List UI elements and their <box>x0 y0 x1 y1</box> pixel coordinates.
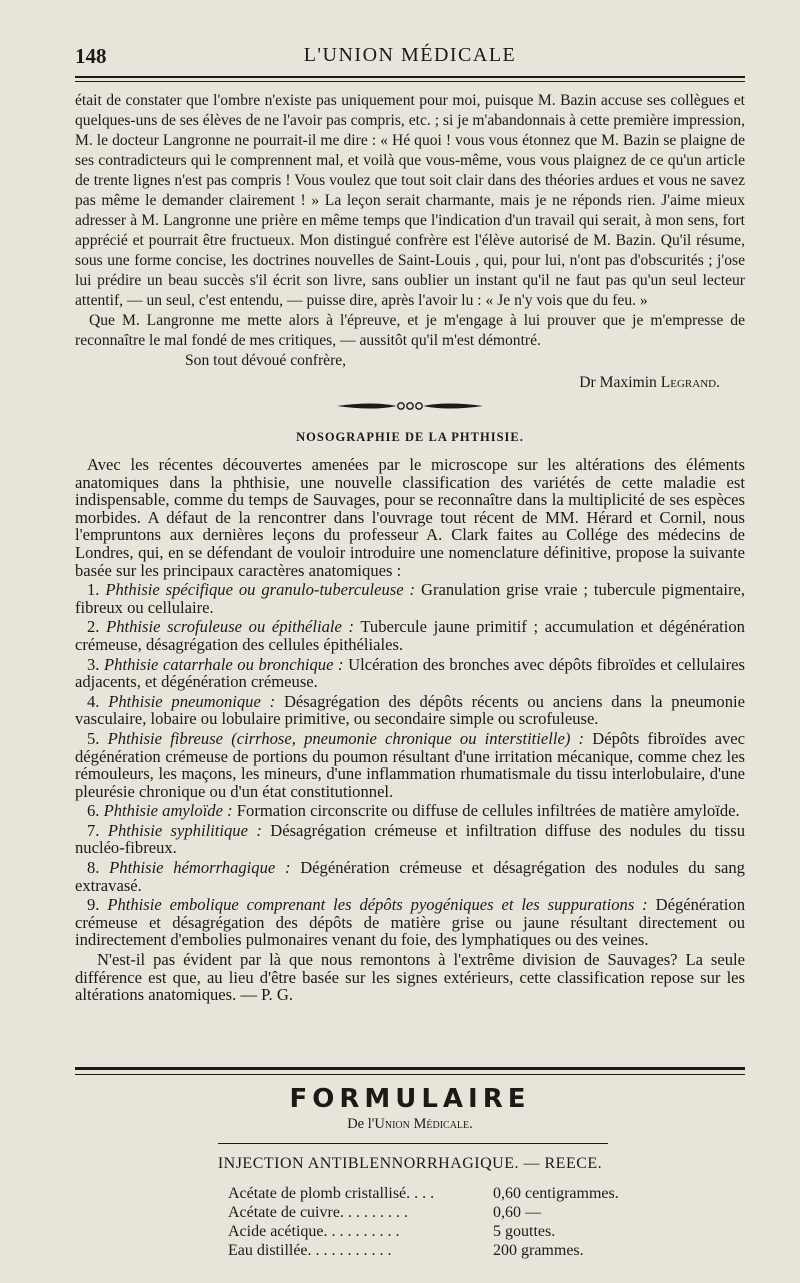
subtitle-name: Union Médicale. <box>374 1116 473 1132</box>
ingredient-name: Acétate de cuivre. . . . . . . . . <box>228 1204 408 1221</box>
formulaire-title: FORMULAIRE <box>289 1084 531 1114</box>
section-ornament <box>75 399 745 421</box>
formulaire-subtitle <box>0 1116 800 1133</box>
item-term: Phthisie embolique comprenant les dépôts pyogéniques et les suppurations : <box>107 895 648 915</box>
item-number: 9. <box>87 895 100 915</box>
letter-paragraph: était de constater que l'ombre n'existe pas uniquement pour moi, puisque M. Bazin accuse ses collègues et quelques-uns de ses élèves de ne l'avoir pas compris, etc. ; si je m'abandonnais à cette première impression, M. le docteur Langronne ne pourrait-il me dire : « Hé quoi ! vous vous étonnez que M. Bazin se plaigne de ses contradicteurs qui le comprennent mal, et voilà que vous-même, vous vous plaignez de ce qu'un article de trente lignes n'est pas compris ! Vous voulez que tout soit clair dans des théories ardues et vous ne savez pas même le demander clairement ! » La leçon serait charmante, mais je ne réponds rien. J'aime mieux adresser à M. Langronne une prière en même temps que l'indication d'un travail qui serait, à mon sens, fort apprécié et pourrait être fructueux. Mon distingué confrère est l'élève autorisé de M. Bazin. Qu'il résume, sous une forme concise, les doctrines nouvelles de Saint-Louis , qui, pour lui, n'ont pas d'obscurités ; j'ose lui prédire un beau succès s'il écrit son livre, sans oublier un instant qu'il ne faut pas qu'un seul lecteur attentif, — un seul, c'est entendu, — puisse dire, après l'avoir lu : « Je n'y vois que du feu. » <box>75 92 745 309</box>
item-term: Phthisie hémorrhagique : <box>109 858 291 878</box>
item-description: Ulcération des bronches avec dépôts fibroïdes et cellulaires adjacents, et dégénération crémeuse. <box>75 654 745 692</box>
signature-prefix: Dr Maximin <box>579 374 661 391</box>
item-number: 6. <box>87 801 100 821</box>
classification-item <box>75 896 745 949</box>
item-term: Phthisie spécifique ou granulo-tuberculeuse : <box>105 580 416 600</box>
ingredient-quantity: 5 gouttes. <box>493 1223 556 1240</box>
ingredient-quantity: 200 grammes. <box>493 1242 584 1259</box>
item-term: Phthisie syphilitique : <box>107 820 262 840</box>
nosographie-section <box>75 430 745 1004</box>
item-number: 2. <box>87 617 100 637</box>
ingredient-row <box>228 1222 668 1241</box>
classification-item <box>75 618 745 653</box>
classification-item <box>75 656 745 691</box>
classification-item <box>75 693 745 728</box>
classification-item <box>75 581 745 616</box>
item-description: Dégénération crémeuse et désagrégation des dépôts de matière grise ou jaune résultant directement ou indirectement d'embolies pulmonaires venant du foie, des lymphatiques ou des veines. <box>75 895 745 950</box>
item-description: Formation circonscrite ou diffuse de cellules infiltrées de matière amyloïde. <box>236 801 740 821</box>
letter-paragraph: Que M. Langronne me mette alors à l'épreuve, et je m'engage à lui prouver que je m'empresse de reconnaître le mal fondé de mes critiques, — aussitôt qu'il m'est démontré. <box>75 312 745 349</box>
item-description: Granulation grise vraie ; tubercule pigmentaire, fibreux ou cellulaire. <box>75 580 745 617</box>
item-term: Phthisie scrofuleuse ou épithéliale : <box>106 617 355 637</box>
ingredient-row <box>228 1184 668 1203</box>
classification-item <box>75 730 745 800</box>
ingredient-list <box>228 1184 668 1260</box>
item-number: 1. <box>87 580 100 600</box>
ingredient-row <box>228 1203 668 1222</box>
ingredient-quantity: 0,60 centigrammes. <box>493 1185 619 1202</box>
ingredient-quantity: 0,60 — <box>493 1204 541 1221</box>
item-description: Désagrégation des dépôts récents ou anciens dans la pneumonie vasculaire, lobaire ou lobulaire primitive, ou secondaire simple ou scrofuleuse. <box>75 691 745 729</box>
item-term: Phthisie fibreuse (cirrhose, pneumonie chronique ou interstitielle) : <box>107 728 585 748</box>
item-description: Dépôts fibroïdes avec dégénération crémeuse de portions du poumon résultant d'une irritation mécanique, comme chez les rémouleurs, les maçons, les mineurs, d'une inflammation rhumatismale du tissu interlobulaire, d'une pleurésie chronique ou d'un état constitutionnel. <box>75 728 746 801</box>
item-description: Tubercule jaune primitif ; accumulation et dégénération crémeuse, désagrégation des cellules épithéliales. <box>75 617 745 654</box>
item-term: Phthisie pneumonique : <box>108 691 276 711</box>
running-head <box>75 44 745 74</box>
item-number: 7. <box>87 820 100 840</box>
article-body <box>75 91 745 1004</box>
recipe-title: INJECTION ANTIBLENNORRHAGIQUE. — REECE. <box>217 1155 603 1172</box>
item-number: 4. <box>87 691 100 711</box>
classification-list <box>75 581 745 949</box>
header-rule <box>75 76 745 78</box>
item-description: Dégénération crémeuse et désagrégation des nodules du sang extravasé. <box>75 858 745 895</box>
item-number: 8. <box>87 858 100 878</box>
classification-item <box>75 822 745 857</box>
section-title: NOSOGRAPHIE DE LA PHTHISIE. <box>296 430 524 444</box>
letter-closing: Son tout dévoué confrère, <box>185 352 347 369</box>
item-number: 3. <box>87 654 100 674</box>
classification-item <box>75 859 745 894</box>
item-description: Désagrégation crémeuse et infiltration diffuse des nodules du tissu nucléo-fibreux. <box>75 820 745 858</box>
letter-signature <box>75 373 745 393</box>
item-term: Phthisie catarrhale ou bronchique : <box>104 654 344 674</box>
ingredient-name: Acide acétique. . . . . . . . . . <box>228 1223 400 1240</box>
formulaire-rule-thin <box>75 1074 745 1075</box>
letter <box>75 91 745 393</box>
item-term: Phthisie amyloïde : <box>103 801 233 821</box>
formulaire-rule <box>75 1067 745 1070</box>
formulaire-subrule <box>218 1143 608 1144</box>
section-intro: Avec les récentes découvertes amenées par le microscope sur les altérations des éléments anatomiques dans la phthisie, une nouvelle classification des variétés de cette maladie est indispensable, comme du temps de Sauvages, pour se reconnaître dans la multiplicité de ses espèces morbides. A défaut de la rencontrer dans l'ouvrage tout récent de MM. Hérard et Cornil, nous l'empruntons aux dernières leçons du professeur A. Clark faites au Collége des médecins de Londres, qui, en se défendant de vouloir introduire une nomenclature définitive, propose la suivante basée sur les principaux caractères anatomiques : <box>75 455 745 580</box>
signature-name: Legrand. <box>660 374 720 391</box>
journal-title: L'UNION MÉDICALE <box>303 44 517 66</box>
section-conclusion: N'est-il pas évident par là que nous remontons à l'extrême division de Sauvages? La seule différence est que, au lieu d'être basée sur les signes extérieurs, cette classification repose sur les altérations anatomiques. — P. G. <box>75 950 745 1005</box>
classification-item <box>75 802 745 820</box>
item-number: 5. <box>87 728 100 748</box>
ingredient-name: Eau distillée. . . . . . . . . . . <box>228 1242 392 1259</box>
ornament-rule-icon <box>335 399 485 413</box>
subtitle-prefix: De l' <box>347 1116 375 1132</box>
page-number: 148 <box>75 44 107 68</box>
ingredient-row <box>228 1241 668 1260</box>
ingredient-name: Acétate de plomb cristallisé. . . . <box>228 1185 435 1202</box>
header-rule-thin <box>75 81 745 82</box>
